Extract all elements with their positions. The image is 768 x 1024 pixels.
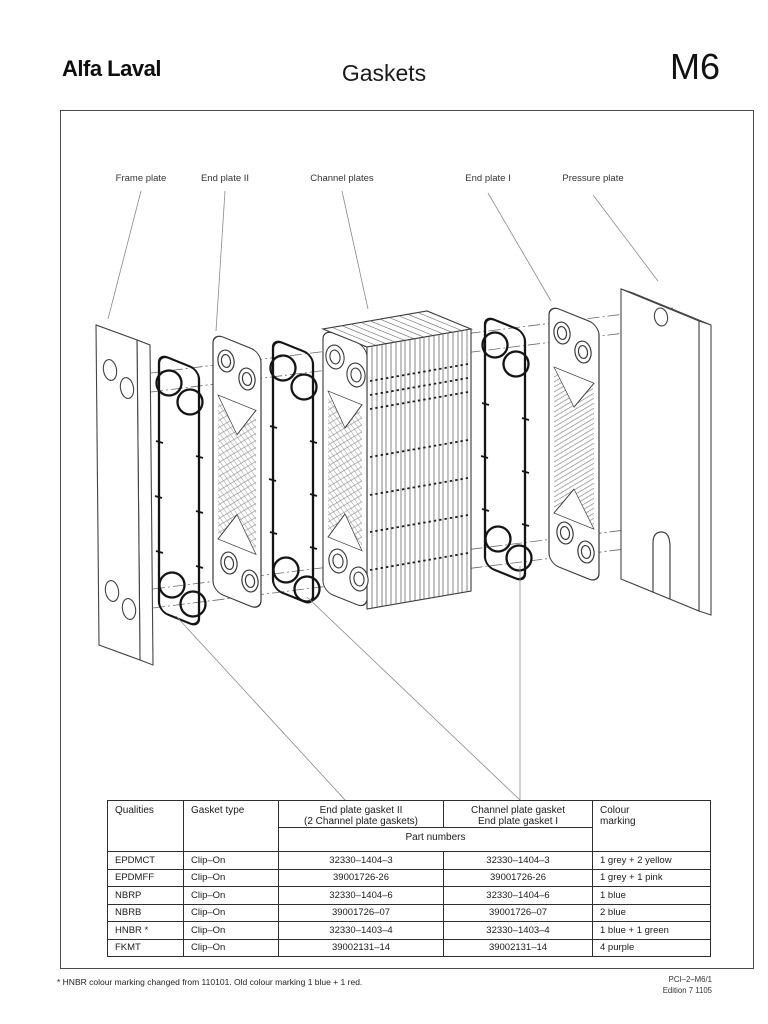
cell-gasket-type: Clip–On xyxy=(184,869,279,887)
table-row xyxy=(108,887,711,905)
label-end-plate-i: End plate I xyxy=(465,173,511,184)
gasket-2-drawing xyxy=(269,339,320,605)
cell-quality: HNBR * xyxy=(108,922,184,940)
cell-quality: EPDMCT xyxy=(108,852,184,870)
cell-colour-marking: 4 purple xyxy=(593,939,711,957)
cell-end-plate-gasket-ii: 39001726–07 xyxy=(279,904,444,922)
content-frame xyxy=(60,110,754,969)
cell-colour-marking: 1 blue xyxy=(593,887,711,905)
col-header-line: (2 Channel plate gaskets) xyxy=(304,816,418,827)
table-header-row xyxy=(108,801,711,828)
frame-plate-drawing xyxy=(96,325,153,665)
col-header-line: End plate gasket I xyxy=(477,816,559,827)
table-row xyxy=(108,869,711,887)
cell-end-plate-gasket-ii: 39002131–14 xyxy=(279,939,444,957)
gasket-1-drawing xyxy=(155,354,206,627)
doc-ref-edition: Edition 7 1105 xyxy=(662,985,712,995)
table-row xyxy=(108,922,711,940)
label-frame-plate: Frame plate xyxy=(115,173,167,184)
col-header-line: Channel plate gasket xyxy=(471,805,565,816)
table-row xyxy=(108,939,711,957)
col-header-end-plate-gasket-ii xyxy=(279,801,444,828)
exploded-view-drawing xyxy=(61,111,753,801)
cell-end-plate-gasket-ii: 32330–1403–4 xyxy=(279,922,444,940)
col-header-line: Colour xyxy=(600,805,630,816)
table-row xyxy=(108,852,711,870)
col-header-colour-marking xyxy=(593,801,711,852)
model-code: M6 xyxy=(669,46,720,87)
channel-plates-drawing xyxy=(323,311,471,609)
cell-quality: EPDMFF xyxy=(108,869,184,887)
cell-colour-marking: 2 blue xyxy=(593,904,711,922)
col-header-qualities: Qualities xyxy=(108,801,184,852)
cell-gasket-type: Clip–On xyxy=(184,922,279,940)
col-header-line: End plate gasket II xyxy=(319,805,403,816)
table-row xyxy=(108,904,711,922)
label-channel-plates: Channel plates xyxy=(310,173,374,184)
cell-channel-plate-gasket: 39001726–07 xyxy=(444,904,593,922)
cell-quality: NBRB xyxy=(108,904,184,922)
cell-gasket-type: Clip–On xyxy=(184,904,279,922)
part-numbers-table xyxy=(107,800,711,957)
col-header-channel-plate-gasket xyxy=(444,801,593,828)
cell-colour-marking: 1 grey + 2 yellow xyxy=(593,852,711,870)
cell-channel-plate-gasket: 32330–1403–4 xyxy=(444,922,593,940)
cell-end-plate-gasket-ii: 39001726-26 xyxy=(279,869,444,887)
document-reference xyxy=(600,975,712,997)
cell-channel-plate-gasket: 32330–1404–3 xyxy=(444,852,593,870)
label-pressure-plate: Pressure plate xyxy=(562,173,624,184)
cell-channel-plate-gasket: 39001726-26 xyxy=(444,869,593,887)
cell-colour-marking: 1 blue + 1 green xyxy=(593,922,711,940)
cell-gasket-type: Clip–On xyxy=(184,887,279,905)
cell-end-plate-gasket-ii: 32330–1404–6 xyxy=(279,887,444,905)
col-header-gasket-type: Gasket type xyxy=(184,801,279,852)
page-title: Gaskets xyxy=(341,60,427,86)
cell-end-plate-gasket-ii: 32330–1404–3 xyxy=(279,852,444,870)
end-plate-ii-drawing xyxy=(213,333,261,610)
cell-gasket-type: Clip–On xyxy=(184,852,279,870)
cell-quality: NBRP xyxy=(108,887,184,905)
label-end-plate-ii: End plate II xyxy=(200,173,250,184)
alfa-laval-logo: Alfa Laval xyxy=(62,56,161,81)
cell-gasket-type: Clip–On xyxy=(184,939,279,957)
cell-channel-plate-gasket: 39002131–14 xyxy=(444,939,593,957)
gasket-3-drawing xyxy=(481,316,532,582)
end-plate-i-drawing xyxy=(549,305,599,583)
col-header-line: marking xyxy=(600,816,636,827)
cell-channel-plate-gasket: 32330–1404–6 xyxy=(444,887,593,905)
label-leader-lines xyxy=(108,191,658,331)
doc-ref-number: PCI–2–M6/1 xyxy=(668,975,712,984)
pressure-plate-drawing xyxy=(621,289,711,615)
part-numbers-label: Part numbers xyxy=(279,828,593,852)
hnbr-footnote: * HNBR colour marking changed from 110101. Old colour marking 1 blue + 1 red. xyxy=(57,977,363,987)
cell-colour-marking: 1 grey + 1 pink xyxy=(593,869,711,887)
cell-quality: FKMT xyxy=(108,939,184,957)
